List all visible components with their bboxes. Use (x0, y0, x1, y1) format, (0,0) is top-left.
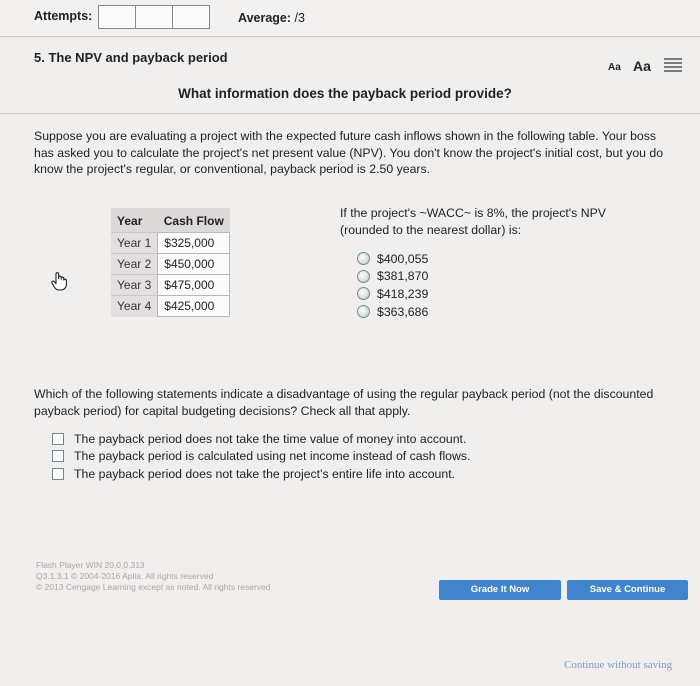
npv-option[interactable] (357, 285, 428, 303)
cash-flow-cell: $475,000 (158, 275, 230, 296)
footer-line: © 2013 Cengage Learning except as noted. All rights reserved (36, 582, 271, 592)
statement-label: The payback period does not take the time value of money into account. (74, 431, 467, 446)
statement-label: The payback period is calculated using net income instead of cash flows. (74, 449, 471, 464)
checkbox[interactable] (52, 468, 64, 480)
book-icon-line (664, 66, 682, 68)
npv-question: If the project's ~WACC~ is 8%, the project's NPV (rounded to the nearest dollar) is: (340, 206, 606, 237)
npv-options (357, 250, 428, 320)
radio-button[interactable] (357, 305, 370, 318)
save-and-continue-button[interactable]: Save & Continue (567, 580, 688, 600)
question-intro: Suppose you are evaluating a project with the expected future cash inflows shown in the following table. Your boss has asked you to calculate the project's net present value (NPV). You don't know the project's initial cost, but you do know the project's regular, or conventional, payback period is 2.50 years. (34, 129, 664, 176)
npv-option-label: $381,870 (377, 269, 429, 284)
year-cell: Year 3 (111, 275, 158, 296)
attempt-indicators (98, 5, 210, 29)
cash-flow-table (111, 208, 230, 317)
year-cell: Year 2 (111, 254, 158, 275)
table-row (111, 254, 230, 275)
statement-option[interactable] (52, 448, 470, 466)
radio-button[interactable] (357, 252, 370, 265)
grade-it-now-button[interactable]: Grade It Now (439, 580, 561, 600)
statement-option[interactable] (52, 430, 470, 448)
book-icon-line (664, 70, 682, 72)
book-icon[interactable] (664, 58, 682, 73)
year-cell: Year 4 (111, 296, 158, 317)
footer-line: Q3.1.3.1 © 2004-2016 Aplia. All rights reserved (36, 571, 214, 581)
npv-option-label: $400,055 (377, 251, 429, 266)
table-row (111, 296, 230, 317)
question-title: 5. The NPV and payback period (34, 50, 228, 65)
attempt-box (136, 6, 173, 28)
npv-option[interactable] (357, 250, 428, 268)
column-header-cash-flow: Cash Flow (158, 208, 230, 233)
font-size-small-button[interactable]: Aa (608, 62, 621, 73)
hand-pointer-icon (50, 271, 68, 291)
book-icon-line (664, 58, 682, 60)
table-row (111, 275, 230, 296)
average-value: /3 (294, 11, 305, 25)
npv-option-label: $363,686 (377, 304, 429, 319)
attempts-bar (0, 0, 700, 37)
statement-options (52, 430, 470, 483)
statement-label: The payback period does not take the project's entire life into account. (74, 466, 456, 481)
checkbox[interactable] (52, 450, 64, 462)
cash-flow-cell: $425,000 (158, 296, 230, 317)
average-score (238, 11, 305, 25)
npv-option[interactable] (357, 303, 428, 321)
checkbox[interactable] (52, 433, 64, 445)
footer-line: Flash Player WIN 20,0,0,313 (36, 560, 145, 570)
attempts-label: Attempts: (34, 9, 93, 23)
attempt-box (173, 6, 209, 28)
divider (0, 113, 700, 114)
font-size-large-button[interactable]: Aa (633, 58, 651, 74)
radio-button[interactable] (357, 287, 370, 300)
attempt-box (99, 6, 136, 28)
column-header-year: Year (111, 208, 158, 233)
question-subheading: What information does the payback period provide? (178, 86, 512, 101)
cash-flow-cell: $325,000 (158, 233, 230, 254)
statement-option[interactable] (52, 465, 470, 483)
average-label: Average: (238, 11, 292, 25)
year-cell: Year 1 (111, 233, 158, 254)
statements-question: Which of the following statements indicate a disadvantage of using the regular payback period (not the discounted payback period) for capital budgeting decisions? Check all that apply. (34, 387, 654, 418)
cash-flow-cell: $450,000 (158, 254, 230, 275)
npv-option-label: $418,239 (377, 286, 429, 301)
book-icon-line (664, 62, 682, 64)
radio-button[interactable] (357, 270, 370, 283)
copyright-footer (36, 560, 271, 593)
table-row (111, 233, 230, 254)
npv-option[interactable] (357, 268, 428, 286)
continue-without-saving-link[interactable]: Continue without saving (564, 659, 673, 671)
